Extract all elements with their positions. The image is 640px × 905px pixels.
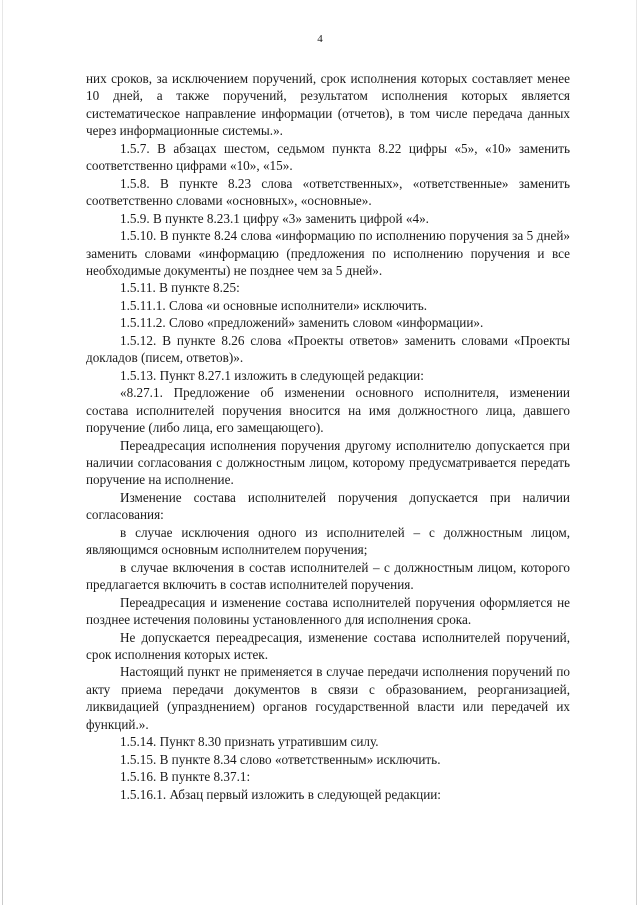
paragraph-prohibition: Не допускается переадресация, изменение состава исполнителей поручений, срок исполнения которых истек. (86, 629, 570, 662)
paragraph-readdressing: Переадресация исполнения поручения другому исполнителю допускается при наличии согласования с должностным лицом, которому предусматривается передать поручение на исполнение. (86, 437, 570, 488)
paragraph-1-5-8: 1.5.8. В пункте 8.23 слова «ответственных», «ответственные» заменить соответственно словами «основных», «основные». (86, 175, 570, 209)
paragraph-1-5-15: 1.5.15. В пункте 8.34 слово «ответственным» исключить. (120, 751, 441, 767)
scan-edge-right (636, 0, 637, 905)
page-number: 4 (317, 33, 323, 45)
paragraph-1-5-11-1: 1.5.11.1. Слова «и основные исполнители» исключить. (120, 297, 428, 313)
paragraph-1-5-9: 1.5.9. В пункте 8.23.1 цифру «3» заменить цифрой «4». (120, 210, 429, 226)
paragraph-inclusion-case: в случае включения в состав исполнителей – с должностным лицом, которого предлагается включить в состав исполнителей поручения. (86, 559, 570, 593)
paragraph-1-5-11: 1.5.11. В пункте 8.25: (120, 280, 240, 296)
paragraph-1-5-13: 1.5.13. Пункт 8.27.1 изложить в следующей редакции: (120, 367, 424, 383)
paragraph-1-5-11-2: 1.5.11.2. Слово «предложений» заменить словом «информации». (120, 315, 484, 331)
paragraph-deadline-rule: Переадресация и изменение состава исполнителей поручения оформляется не позднее истечения половины установленного для исполнения срока. (86, 594, 570, 628)
paragraph-1-5-12: 1.5.12. В пункте 8.26 слова «Проекты ответов» заменить словами «Проекты докладов (писем, ответов)». (86, 332, 570, 366)
paragraph-change-composition: Изменение состава исполнителей поручения допускается при наличии согласования: (86, 489, 570, 523)
paragraph-8-27-1: «8.27.1. Предложение об изменении основного исполнителя, изменении состава исполнителей поручения вносится на имя должностного лица, давшего поручение (либо лица, его замещающего). (86, 385, 570, 436)
paragraph-1-5-7: 1.5.7. В абзацах шестом, седьмом пункта 8.22 цифры «5», «10» заменить соответственно цифрами «10», «15». (86, 140, 570, 174)
paragraph-continuation: них сроков, за исключением поручений, срок исполнения которых составляет менее 10 дней, а также поручений, результатом исполнения которых является систематическое направление информации (отчетов), в том числе передача данных через информационные системы.». (86, 71, 570, 139)
paragraph-1-5-14: 1.5.14. Пункт 8.30 признать утратившим силу. (120, 734, 379, 750)
paragraph-1-5-10: 1.5.10. В пункте 8.24 слова «информацию по исполнению поручения за 5 дней» заменить словами «информацию (предложения по исполнению поручения и все необходимые документы) не позднее чем за 5 дней». (86, 228, 570, 278)
paragraph-1-5-16: 1.5.16. В пункте 8.37.1: (120, 769, 251, 785)
document-body (86, 70, 570, 803)
scan-edge-left (2, 0, 3, 905)
paragraph-not-applicable: Настоящий пункт не применяется в случае передачи исполнения поручений по акту приема передачи документов в связи с образованием, реорганизацией, ликвидацией (упразднением) органов государственной власти или передачей их функций.». (86, 664, 570, 732)
paragraph-exclusion-case: в случае исключения одного из исполнителей – с должностным лицом, являющимся основным исполнителем поручения; (86, 524, 570, 558)
paragraph-1-5-16-1: 1.5.16.1. Абзац первый изложить в следующей редакции: (120, 786, 441, 802)
